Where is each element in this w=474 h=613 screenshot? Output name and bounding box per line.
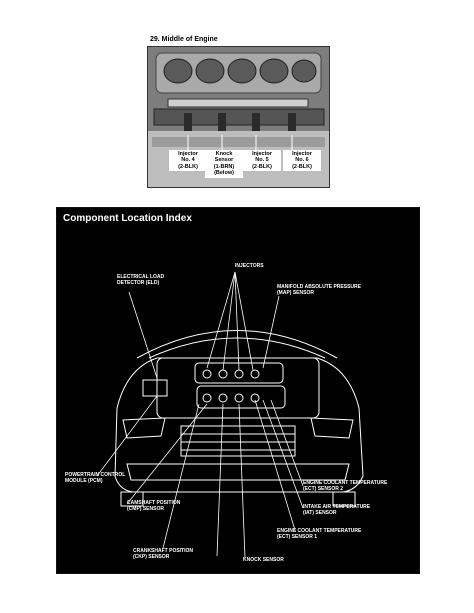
label-line: No. 4 (181, 157, 195, 164)
label-line: CRANKSHAFT POSITION (133, 548, 193, 554)
label-line: ELECTRICAL LOAD (117, 274, 165, 280)
label-line: (IAT) SENSOR (303, 510, 337, 516)
label-line: MODULE (PCM) (65, 478, 103, 484)
label-knock-sensor-index: KNOCK SENSOR (243, 557, 284, 563)
label-line: (CMP) SENSOR (127, 506, 164, 512)
label-line: Injector (252, 151, 272, 157)
label-injector-no5 (243, 150, 281, 171)
label-line: Knock (215, 151, 233, 157)
label-line: DETECTOR (ELD) (117, 280, 160, 286)
label-line: Sensor (214, 157, 234, 164)
label-line: (ECT) SENSOR 2 (303, 486, 344, 492)
label-pcm (65, 472, 125, 484)
photo-caption: 29. Middle of Engine (150, 36, 218, 43)
label-line: MANIFOLD ABSOLUTE PRESSURE (277, 284, 361, 290)
label-line: (CKP) SENSOR (133, 554, 170, 560)
label-line: (2-BLK) (292, 163, 312, 170)
label-line: ENGINE COOLANT TEMPERATURE (303, 480, 388, 486)
label-eld (117, 274, 164, 286)
label-knock-sensor (205, 150, 243, 178)
label-line: (ECT) SENSOR 1 (277, 534, 318, 540)
label-line: (2-BLK) (252, 163, 272, 170)
label-cmp-sensor (127, 500, 180, 512)
engine-photo (147, 46, 330, 188)
label-ckp-sensor (133, 548, 193, 560)
label-injectors: INJECTORS (235, 263, 264, 269)
label-line: No. 5 (255, 157, 269, 164)
label-line: Injector (178, 151, 198, 157)
label-ect-sensor-1 (277, 528, 361, 540)
label-line: POWERTRAIN CONTROL (65, 472, 126, 478)
label-ect-sensor-2 (303, 480, 387, 492)
label-line: (Below) (214, 170, 234, 177)
label-line: ENGINE COOLANT TEMPERATURE (277, 528, 362, 534)
label-iat-sensor (303, 504, 370, 516)
component-location-index (56, 207, 420, 574)
label-line: CAMSHAFT POSITION (127, 500, 181, 506)
label-line: (1-BRN) (213, 163, 235, 170)
label-injector-no4 (169, 150, 207, 171)
label-line: INTAKE AIR TEMPERATURE (303, 504, 371, 510)
index-title: Component Location Index (63, 213, 192, 224)
label-line: (MAP) SENSOR (277, 290, 314, 296)
label-line: (2-BLK) (178, 163, 198, 170)
label-injector-no6 (283, 150, 321, 171)
label-map-sensor (277, 284, 361, 296)
label-line: No. 6 (295, 157, 309, 164)
label-line: Injector (292, 151, 312, 157)
